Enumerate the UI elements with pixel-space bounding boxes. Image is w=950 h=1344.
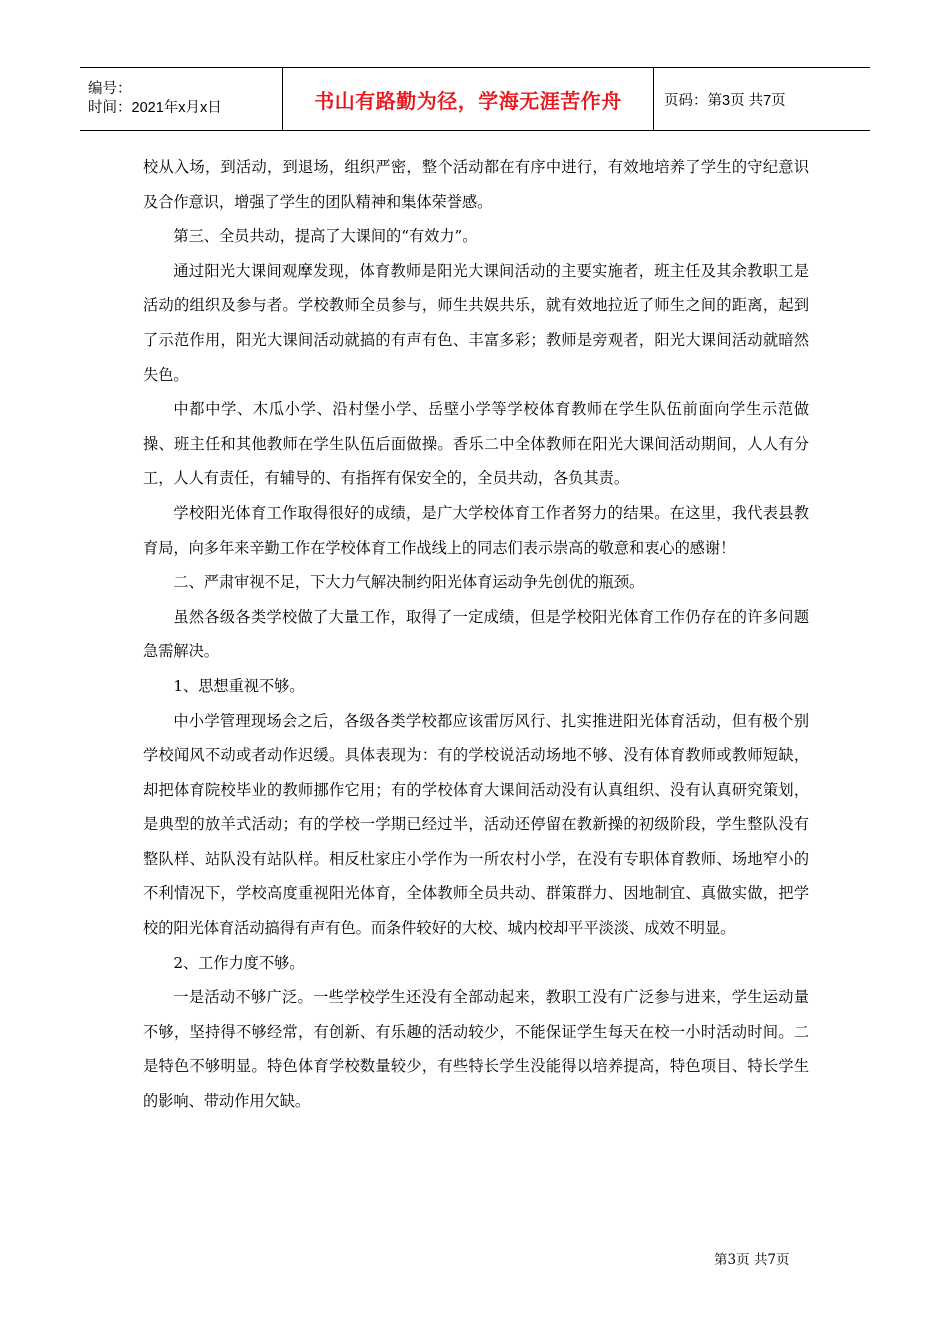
time-label: 时间：2021年x月x日 (88, 100, 222, 116)
subsection-heading: 1、思想重视不够。 (173, 676, 305, 695)
footer-page-number: 第3页 共7页 (714, 1252, 790, 1268)
paragraph: 通过阳光大课间观摩发现，体育教师是阳光大课间活动的主要实施者，班主任及其余教职工是活动的组织及参与者。学校教师全员参与，师生共娱共乐，就有效地拉近了师生之间的距离，起到了示范作用，阳光大课间活动就搞的有声有色、丰富多彩；教师是旁观者，阳光大课间活动就暗然失色。 (143, 261, 809, 384)
motto-text: 书山有路勤为径，学海无涯苦作舟 (314, 88, 622, 113)
paragraph: 学校阳光体育工作取得很好的成绩，是广大学校体育工作者努力的结果。在这里，我代表县教育局，向多年来辛勤工作在学校体育工作战线上的同志们表示崇高的敬意和衷心的感谢！ (143, 503, 809, 557)
paragraph: 中小学管理现场会之后，各级各类学校都应该雷厉风行、扎实推进阳光体育活动，但有极个别学校闻风不动或者动作迟缓。具体表现为：有的学校说活动场地不够、没有体育教师或教师短缺，却把体育院校毕业的教师挪作它用；有的学校体育大课间活动没有认真组织、没有认真研究策划，是典型的放羊式活动；有的学校一学期已经过半，活动还停留在教新操的初级阶段，学生整队没有整队样、站队没有站队样。相反杜家庄小学作为一所农村小学，在没有专职体育教师、场地窄小的不利情况下，学校高度重视阳光体育，全体教师全员共动、群策群力、因地制宜、真做实做，把学校的阳光体育活动搞得有声有色。而条件较好的大校、城内校却平平淡淡、成效不明显。 (143, 711, 809, 938)
paragraph: 校从入场，到活动，到退场，组织严密，整个活动都在有序中进行，有效地培养了学生的守纪意识及合作意识，增强了学生的团队精神和集体荣誉感。 (143, 158, 809, 211)
document-header (80, 67, 870, 131)
header-page-info (654, 68, 870, 130)
page-info-text: 页码：第3页 共7页 (664, 92, 786, 109)
paragraph: 虽然各级各类学校做了大量工作，取得了一定成绩，但是学校阳光体育工作仍存在的许多问题急需解决。 (143, 607, 809, 661)
header-motto (282, 68, 654, 130)
document-body (143, 150, 809, 1119)
page-footer (714, 1248, 789, 1268)
header-meta (80, 68, 282, 130)
paragraph: 第三、全员共动，提高了大课间的“有效力”。 (173, 227, 478, 246)
section-heading: 二、严肃审视不足，下大力气解决制约阳光体育运动争先创优的瓶颈。 (173, 573, 645, 592)
paragraph: 中都中学、木瓜小学、沿村堡小学、岳壁小学等学校体育教师在学生队伍前面向学生示范做操、班主任和其他教师在学生队伍后面做操。香乐二中全体教师在阳光大课间活动期间，人人有分工，人人有责任，有辅导的、有指挥有保安全的，全员共动，各负其责。 (143, 400, 809, 488)
paragraph: 一是活动不够广泛。一些学校学生还没有全部动起来，教职工没有广泛参与进来，学生运动量不够，坚持得不够经常，有创新、有乐趣的活动较少，不能保证学生每天在校一小时活动时间。二是特色不够明显。特色体育学校数量较少，有些特长学生没能得以培养提高，特色项目、特长学生的影响、带动作用欠缺。 (143, 988, 809, 1111)
subsection-heading: 2、工作力度不够。 (173, 953, 305, 972)
code-label: 编号： (88, 81, 132, 97)
